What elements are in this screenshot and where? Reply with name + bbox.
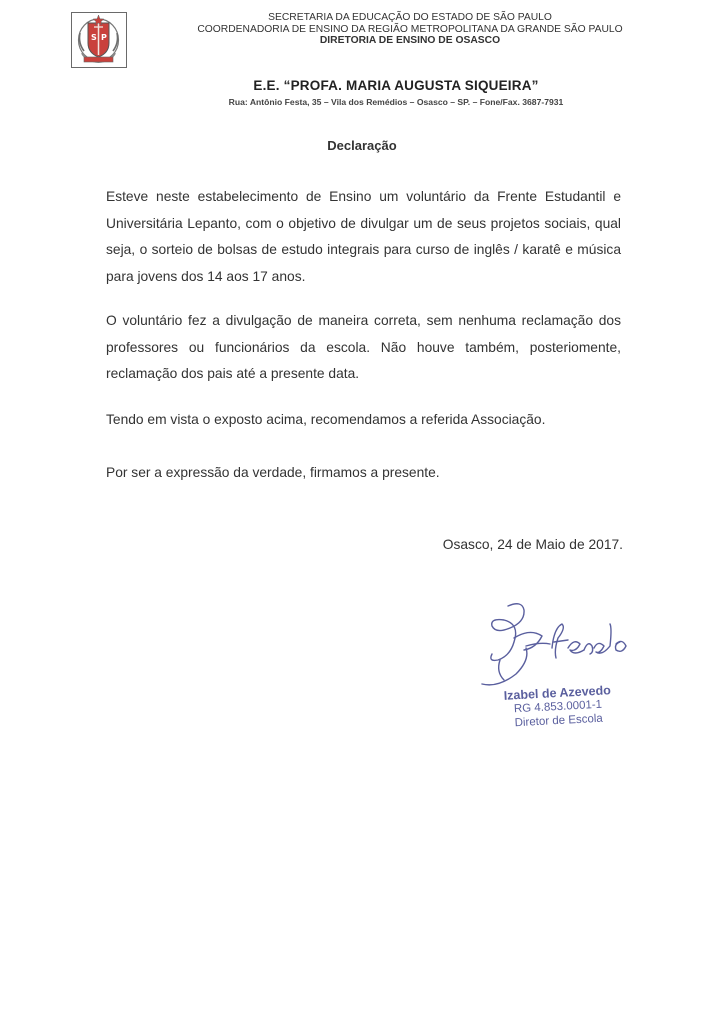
paragraph-2: O voluntário fez a divulgação de maneira correta, sem nenhuma reclamação dos professores ou funcionários da escola. Não houve também, posteriomente, reclamação dos pais até a presente data. xyxy=(106,313,621,381)
sao-paulo-coat-of-arms-icon xyxy=(72,13,125,66)
paragraph-1: Esteve neste estabelecimento de Ensino um voluntário da Frente Estudantil e Universitária Lepanto, com o objetivo de divulgar um de seus projetos sociais, qual seja, o sorteio de bolsas de estudo integrais para curso de inglês / karatê e música para jovens dos 14 aos 17 anos. xyxy=(106,189,621,284)
header-secretaria: SECRETARIA DA EDUCAÇÃO DO ESTADO DE SÃO PAULO xyxy=(268,12,552,23)
svg-text:P: P xyxy=(101,33,107,42)
date-line: Osasco, 24 de Maio de 2017. xyxy=(442,537,623,552)
header-diretoria: DIRETORIA DE ENSINO DE OSASCO xyxy=(319,35,501,46)
stamp-role: Diretor de Escola xyxy=(514,712,604,730)
header-coordenadoria: COORDENADORIA DE ENSINO DA REGIÃO METROPOLITANA DA GRANDE SÃO PAULO xyxy=(197,23,623,35)
document-title: Declaração xyxy=(327,138,397,153)
signature-stamp xyxy=(477,682,639,732)
paragraph-3: Tendo em vista o exposto acima, recomendamos a referida Associação. xyxy=(106,412,546,427)
stamp-name: Izabel de Azevedo xyxy=(503,683,612,703)
institution-header xyxy=(160,12,660,47)
svg-text:S: S xyxy=(91,33,97,42)
paragraph-4: Por ser a expressão da verdade, firmamos a presente. xyxy=(106,465,440,480)
handwritten-signature-icon xyxy=(470,598,640,693)
coat-of-arms-logo xyxy=(71,12,127,68)
school-address: Rua: Antônio Festa, 35 – Vila dos Remédios – Osasco – SP. – Fone/Fax. 3687-7931 xyxy=(228,97,564,107)
stamp-rg: RG 4.853.0001-1 xyxy=(513,698,603,716)
school-name: E.E. “PROFA. MARIA AUGUSTA SIQUEIRA” xyxy=(253,78,539,93)
